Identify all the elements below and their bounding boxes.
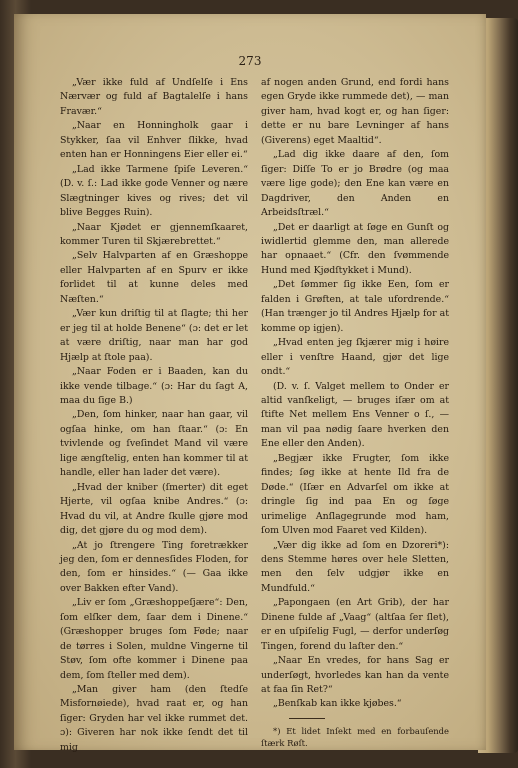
proverb-paragraph: „Vær kun driſtig til at ſlagte; thi her er jeg til at holde Benene“ (ɔ: det er let at være driſtig, naar man har god Hjælp at ſtole paa). [60,308,248,363]
proverb-paragraph: „Naar en Honningholk gaar i Stykker, ſaa vil Enhver ſlikke, hvad enten han er Honningens Eier eller ei.“ [60,120,248,161]
proverb-paragraph: af nogen anden Grund, end fordi hans egen Gryde ikke rummede det), — man giver ham, hvad kogt er, og han ſiger: dette er nu bare Levninger af hans (Giverens) eget Maaltid“. [261,77,449,146]
proverb-paragraph: „Begjær ikke Frugter, ſom ikke findes; ſøg ikke at hente Ild fra de Døde.“ (Iſær en Advarſel om ikke at dringle ſig ind paa En og ſøge urimelige Anſlagegrunde mod ham, ſom Ulven mod Faaret ved Kilden). [261,452,449,537]
book-page [14,14,486,753]
proverb-paragraph: „Selv Halvparten af en Græshoppe eller Halvparten af en Spurv er ikke forlidet til at kunne deles med Næſten.“ [60,250,248,305]
footnote-rule [289,718,325,719]
proverb-paragraph: „Det er daarligt at ſøge en Gunſt og iwidlertid glemme den, man allerede har opnaaet.“ (Cfr. den ſvømmende Hund med Kjødſtykket i Mund). [261,221,449,276]
proverb-paragraph: „Benſkab kan ikke kjøbes.“ [273,698,402,710]
right-column [261,76,449,749]
proverb-paragraph: „Hvad enten jeg ſkjærer mig i høire eller i venſtre Haand, gjør det lige ondt.“ [261,337,449,378]
proverb-paragraph: „Naar Foden er i Baaden, kan du ikke vende tilbage.“ (ɔ: Har du ſagt A, maa du ſige B.) [60,366,248,406]
proverb-paragraph: „Naar En vredes, for hans Sag er underſøgt, hvorledes kan han da vente at faa ſin Ret?“ [261,655,449,696]
proverb-paragraph: „Vær dig ikke ad ſom en Dzoreri*): dens Stemme høres over hele Sletten, men den ſelv udgjør ikke en Mundfuld.“ [261,539,449,594]
proverb-paragraph: „Vær ikke fuld af Undſelſe i Ens Nærvær og fuld af Bagtalelſe i hans Fravær.“ [60,77,248,117]
proverb-paragraph: „Lad dig ikke daare af den, ſom ſiger: Diſſe To er jo Brødre (og maa være lige gode); den Ene kan være en Dagdriver, den Anden en Arbeidsſtræl.“ [261,149,449,219]
proverb-paragraph: „Lad ikke Tarmene ſpiſe Leveren.“ (D. v. ſ.: Lad ikke gode Venner og nære Slægtninger kives og rives; det vil blive Begges Ruin). [60,163,248,219]
proverb-paragraph: „At jo ſtrengere Ting foretrækker jeg den, ſom er dennesſides Floden, for den, ſom er hinsides.“ (— Gaa ikke over Bakken efter Vand). [60,539,248,594]
proverb-paragraph: „Hvad der kniber (ſmerter) dit eget Hjerte, vil ogſaa knibe Andres.“ (ɔ: Hvad du vil, at Andre ſkulle gjøre mod dig, det gjøre du og mod dem). [60,481,248,537]
left-column [60,76,248,755]
proverb-paragraph: „Det ſømmer ſig ikke Een, ſom er falden i Grøften, at tale ufordrende.“ (Han trænger jo til Andres Hjælp for at komme op igjen). [261,279,449,334]
proverb-paragraph: „Liv er ſom „Græshoppeſjære“: Den, ſom elſker dem, ſaar dem i Dinene.“ (Græshopper bruges ſom Føde; naar de tørres i Solen, muldne Vingerne til Støv, ſom ofte kommer i Dinene paa dem, ſom ſteller med dem). [60,597,248,681]
proverb-paragraph: (D. v. ſ. Valget mellem to Onder er altid vanſkeligt, — bruges iſær om at ſtifte Net mellem Ens Venner o ſ., — man vil paa nødig ſaare hverken den Ene eller den Anden). [261,380,449,450]
proverb-paragraph: „Man giver ham (den ſtedſe Misfornøiede), hvad raat er, og han ſiger: Gryden har vel ikke rummet det. ɔ): Giveren har nok ikke ſendt det til mig [60,684,248,753]
footnote: *) Et lidet Inſekt med en forbauſende ſtærk Røſt. [261,725,449,748]
page-number: 273 [238,54,262,68]
proverb-paragraph: „Papongaen (en Art Grib), der har Dinene fulde af „Vaag“ (altſaa ſer ſlet), er en uſpiſelig Fugl, — derfor underſøg Tingen, forend du laſter den.“ [261,597,449,652]
proverb-paragraph: „Naar Kjødet er gjennemſkaaret, kommer Turen til Skjærebrettet.“ [60,221,248,247]
proverb-paragraph: „Den, ſom hinker, naar han gaar, vil ogſaa hinke, om han ſtaar.“ (ɔ: En tvivlende og ſveſindet Mand vil være lige ængſtelig, enten han kommer til at handle, eller han lader det være). [60,409,248,479]
